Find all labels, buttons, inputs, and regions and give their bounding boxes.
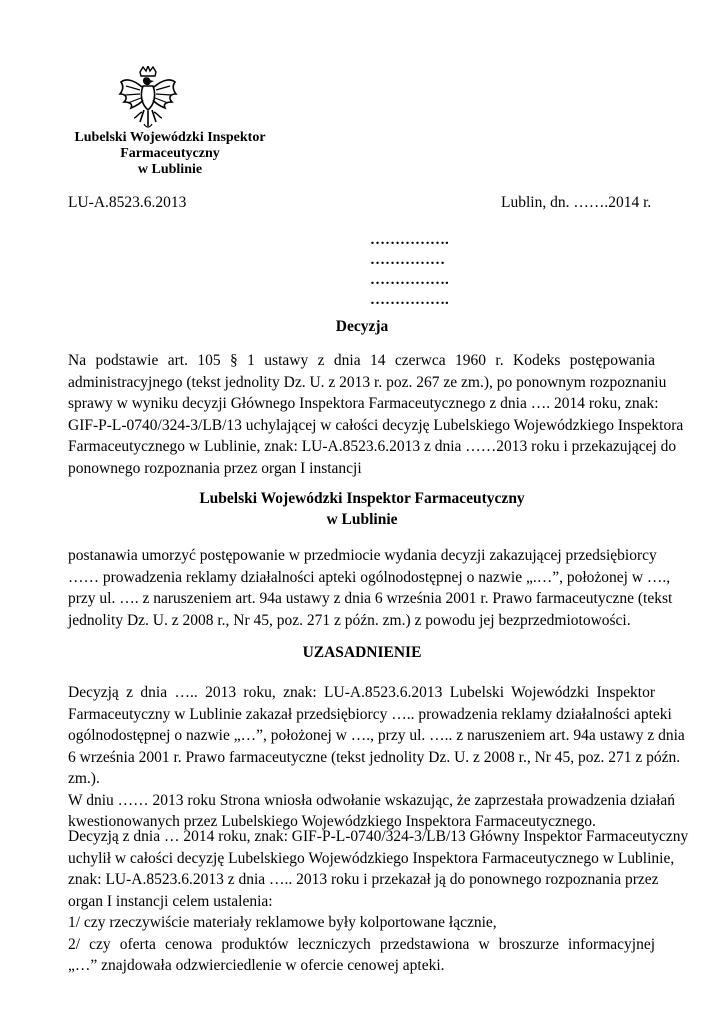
ruling-authority-line: w Lublinie (326, 511, 398, 528)
ruling-authority (0, 488, 724, 530)
text-line: postanawia umorzyć postępowanie w przedmiocie wydania decyzji zakazującej przedsiębiorcy (68, 547, 657, 564)
justification-title: UZASADNIENIE (302, 644, 422, 661)
text-line: ogólnodostępnej o nazwie „…”, położonej w …., przy ul. ….. z naruszeniem art. 94a ustawy z dnia (68, 727, 685, 744)
document-title: Decyzja (335, 318, 389, 335)
intro-paragraph (68, 350, 684, 479)
addressee-line: ……………. (370, 292, 449, 308)
text-line: jednolity Dz. U. z 2008 r., Nr 45, poz. 271 z późn. zm.) z powodu jej bezprzedmiotowości. (68, 611, 631, 629)
text-line: zm.). (68, 770, 100, 787)
ruling-authority-line: Lubelski Wojewódzki Inspektor Farmaceutyczny (199, 490, 525, 507)
text-line: Na podstawie art. 105 § 1 ustawy z dnia 14 czerwca 1960 r. Kodeks postępowania (68, 352, 655, 369)
text-line: sprawy w wyniku decyzji Głównego Inspektora Farmaceutycznego z dnia …. 2014 roku, znak: (68, 395, 659, 412)
authority-header (70, 130, 270, 178)
authority-line: Lubelski Wojewódzki Inspektor (74, 130, 266, 145)
reference-number: LU-A.8523.6.2013 (68, 194, 187, 211)
text-line: uchylił w całości decyzję Lubelskiego Wojewódzkiego Inspektora Farmaceutycznego w Lublinie, (68, 849, 675, 867)
authority-line: Farmaceutyczny (120, 146, 220, 161)
authority-line: w Lublinie (137, 162, 203, 177)
text-line: przy ul. …. z naruszeniem art. 94a ustawy z dnia 6 września 2001 r. Prawo farmaceutyczne (tekst (68, 590, 673, 607)
text-line: …… prowadzenia reklamy działalności apteki ogólnodostępnej o nazwie „.…”, położonej w …., (68, 568, 671, 586)
text-line: W dniu …… 2013 roku Strona wniosła odwołanie wskazując, że zaprzestała prowadzenia działań (68, 791, 676, 809)
text-line: 2/ czy oferta cenowa produktów leczniczych przedstawiona w broszurze informacyjnej (68, 935, 655, 953)
text-line: 1/ czy rzeczywiście materiały reklamowe były kolportowane łącznie, (68, 914, 497, 931)
eagle-emblem (118, 66, 178, 132)
text-line: Decyzją z dnia ….. 2013 roku, znak: LU-A.8523.6.2013 Lubelski Wojewódzki Inspektor (68, 684, 655, 701)
text-line: 6 września 2001 r. Prawo farmaceutyczne (tekst jednolity Dz. U. z 2008 r., Nr 45, poz. 271 z późn. (68, 748, 681, 766)
text-line: Farmaceutycznego w Lublinie, znak: LU-A.8523.6.2013 z dnia ……2013 roku i przekazującej do (68, 438, 677, 455)
document-date: Lublin, dn. …….2014 r. (501, 194, 652, 211)
addressee-line: ……………. (370, 272, 449, 288)
text-line: ponownego rozpoznania przez organ I instancji (68, 459, 362, 477)
text-line: Decyzją z dnia … 2014 roku, znak: GIF-P-L-0740/324-3/LB/13 Główny Inspektor Farmaceutyczny (68, 828, 689, 845)
text-line: „…” znajdowała odzwierciedlenie w ofercie cenowej apteki. (68, 957, 445, 974)
justification-paragraph-2 (68, 826, 689, 977)
text-line: kwestionowanych przez Lubelskiego Wojewódzkiego Inspektora Farmaceutycznego. (68, 813, 596, 830)
addressee-line: …………… (370, 252, 445, 268)
addressee-block (370, 230, 449, 310)
text-line: organ I instancji celem ustalenia: (68, 892, 273, 910)
text-line: administracyjnego (tekst jednolity Dz. U. z 2013 r. poz. 267 ze zm.), po ponownym rozpoznaniu (68, 373, 667, 391)
text-line: znak: LU-A.8523.6.2013 z dnia ….. 2013 roku i przekazał ją do ponownego rozpoznania przez (68, 871, 659, 888)
text-line: GIF-P-L-0740/324-3/LB/13 uchylającej w całości decyzję Lubelskiego Wojewódzkiego Inspektora (68, 416, 684, 434)
text-line: Farmaceutyczny w Lublinie zakazał przedsiębiorcy ….. prowadzenia reklamy działalności apteki (68, 705, 672, 723)
justification-paragraph-1 (68, 682, 685, 833)
ruling-paragraph (68, 545, 673, 631)
addressee-line: ……………. (370, 232, 449, 248)
